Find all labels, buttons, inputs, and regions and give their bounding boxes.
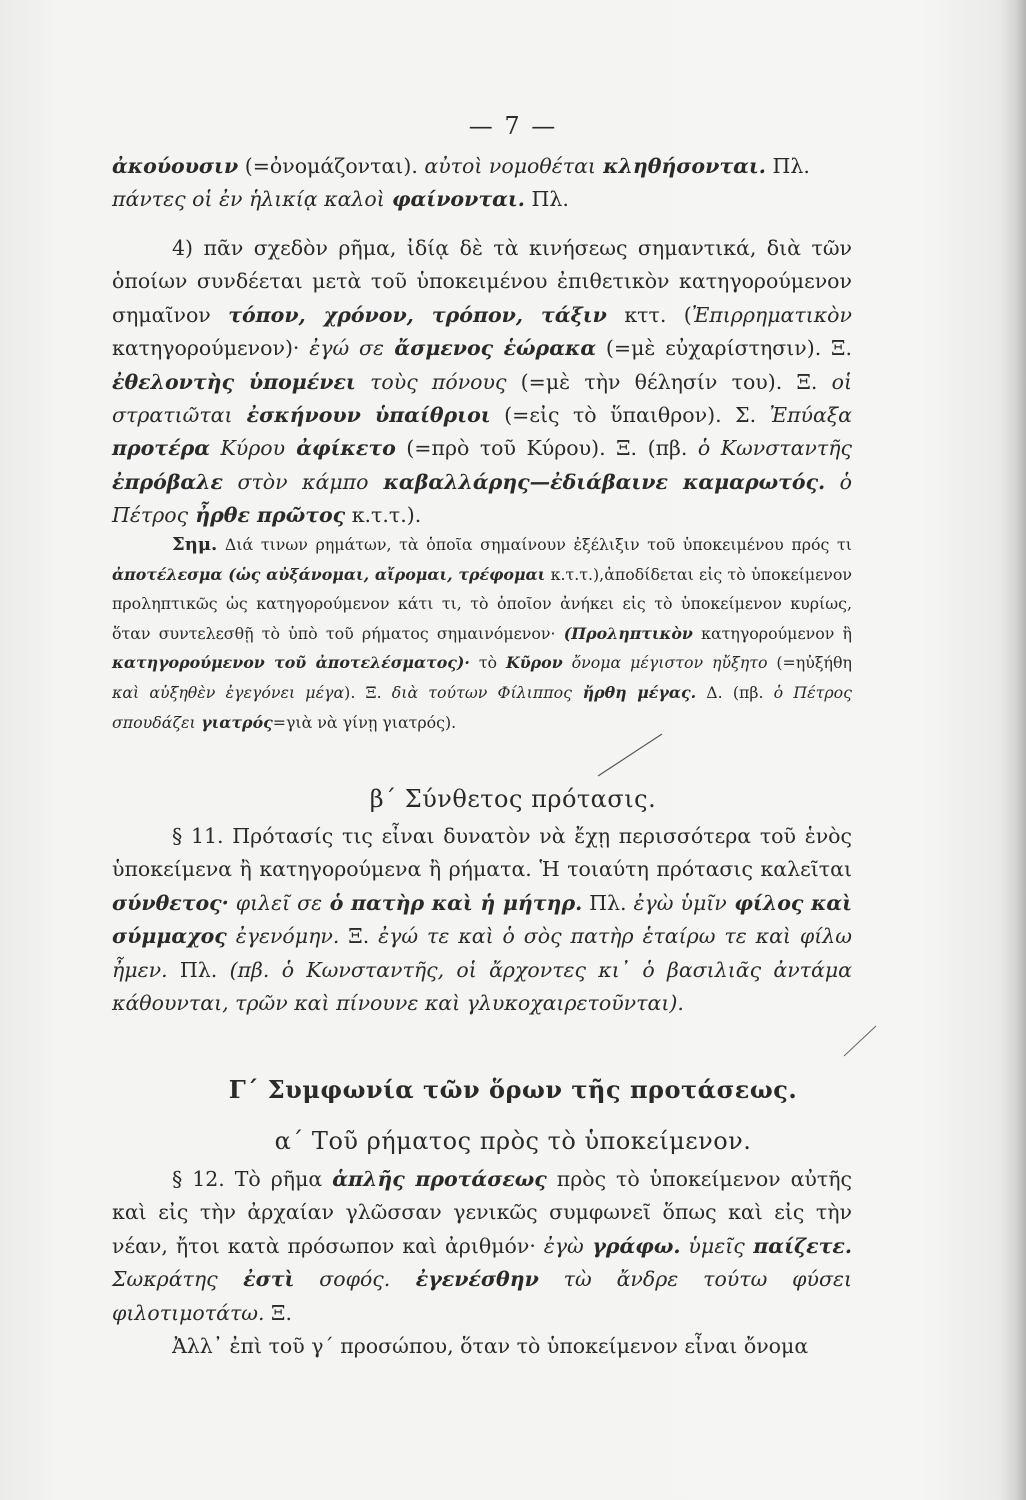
heading-alpha: α΄ Τοῦ ρήματος πρὸς τὸ ὑποκείμενον. [274, 1127, 752, 1155]
paragraph-2: 4) πᾶν σχεδὸν ρῆμα, ἰδίᾳ δὲ τὰ κινήσεως σημαντικά, διὰ τῶν ὁποίων συνδέεται μετὰ τοῦ ὑποκειμένου ἐπιθετικὸν κατηγορούμενον σημαῖνον τόπον, χρόνον, τρόπον, τάξιν κττ. (Ἐπιρρηματικὸν κατηγορούμενον)· ἐγώ σε ἄσμενος ἑώρακα (=μὲ εὐχαρίστησιν). Ξ. ἐθελοντὴς ὑπομένει τοὺς πόνους (=μὲ τὴν θέλησίν του). Ξ. οἱ στρατιῶται ἐσκήνουν ὑπαίθριοι (=εἰς τὸ ὕπαιθρον). Σ. Ἐπύαξα προτέρα Κύρου ἀφίκετο (=πρὸ τοῦ Κύρου). Ξ. (πβ. ὁ Κωνσταντῆς ἐπρόβαλε στὸν κάμπο καβαλλάρης—ἐδιάβαινε καμαρωτός. ὁ Πέτρος ἦρθε πρῶτος κ.τ.τ.). [112, 236, 852, 528]
pen-mark-icon [590, 730, 670, 780]
heading-beta: β΄ Σύνθετος πρότασις. [369, 785, 657, 813]
paragraph-3: § 11. Πρότασίς τις εἶναι δυνατὸν νὰ ἔχῃ περισσότερα τοῦ ἑνὸς ὑποκείμενα ἢ κατηγορούμενα ἢ ρήματα. Ἡ τοιαύτη πρότασις καλεῖται σύνθετος· φιλεῖ σε ὁ πατὴρ καὶ ἡ μήτηρ. Πλ. ἐγὼ ὑμῖν φίλος καὶ σύμμαχος ἐγενόμην. Ξ. ἐγώ τε καὶ ὁ σὸς πατὴρ ἑταίρω τε καὶ φίλω ἦμεν. Πλ. (πβ. ὁ Κωνσταντῆς, οἱ ἄρχοντες κι᾿ ὁ βασιλιᾶς ἀντάμα κάθουνται, τρῶν καὶ πίνουνε καὶ γλυκοχαιρετοῦνται). [112, 824, 853, 1016]
paragraph-1: ἀκούουσιν (=ὀνομάζονται). αὐτοὶ νομοθέται κληθήσονται. Πλ. πάντες οἱ ἐν ἡλικίᾳ καλοὶ φαίνονται. Πλ. [112, 154, 810, 212]
page-number: — 7 — [468, 112, 558, 140]
note-label: Σημ. [172, 534, 218, 555]
note-block: Σημ. Διά τινων ρημάτων, τὰ ὁποῖα σημαίνουν ἐξέλιξιν τοῦ ὑποκειμένου πρός τι ἀποτέλεσμα (ὡς αὐξάνομαι, αἴρομαι, τρέφομαι κ.τ.τ.),ἀποδίδεται εἰς τὸ ὑποκείμενον προληπτικῶς ὡς κατηγορούμενον κάτι τι, τὸ ὁποῖον ἀνήκει εἰς τὸ ὑποκείμενον κυρίως, ὅταν συντελεσθῇ τὸ ὑπὸ τοῦ ρήματος σημαινόμενον· (Προληπτικὸν κατηγορούμενον ἢ κατηγορούμενον τοῦ ἀποτελέσματος)· τὸ Κῦρον ὄνομα μέγιστον ηὔξητο (=ηὐξήθη καὶ αὐξηθὲν ἐγεγόνει μέγα). Ξ. διὰ τούτων Φίλιππος ἤρθη μέγας. Δ. (πβ. ὁ Πέτρος σπουδάζει γιατρός=γιὰ νὰ γίνῃ γιατρός). [112, 534, 853, 732]
paragraph-4: § 12. Τὸ ρῆμα ἁπλῆς προτάσεως πρὸς τὸ ὑποκείμενον αὐτῆς καὶ εἰς τὴν ἀρχαίαν γλῶσσαν γενικῶς συμφωνεῖ ὅπως καὶ εἰς τὴν νέαν, ἤτοι κατὰ πρόσωπον καὶ ἀριθμόν· ἐγὼ γράφω. ὑμεῖς παίζετε. Σωκράτης ἐστὶ σοφός. ἐγενέσθην τὼ ἄνδρε τούτω φύσει φιλοτιμοτάτω. Ξ. [112, 1167, 853, 1325]
margin-mark-icon [840, 1020, 880, 1060]
page-edge-shadow [1000, 0, 1026, 1500]
paragraph-5: Ἀλλ᾿ ἐπὶ τοῦ γ΄ προσώπου, ὅταν τὸ ὑποκείμενον εἶναι ὄνομα [172, 1334, 809, 1358]
heading-gamma: Γ΄ Συμφωνία τῶν ὅρων τῆς προτάσεως. [228, 1075, 798, 1104]
text-bold: ἀκούουσιν [112, 154, 239, 178]
